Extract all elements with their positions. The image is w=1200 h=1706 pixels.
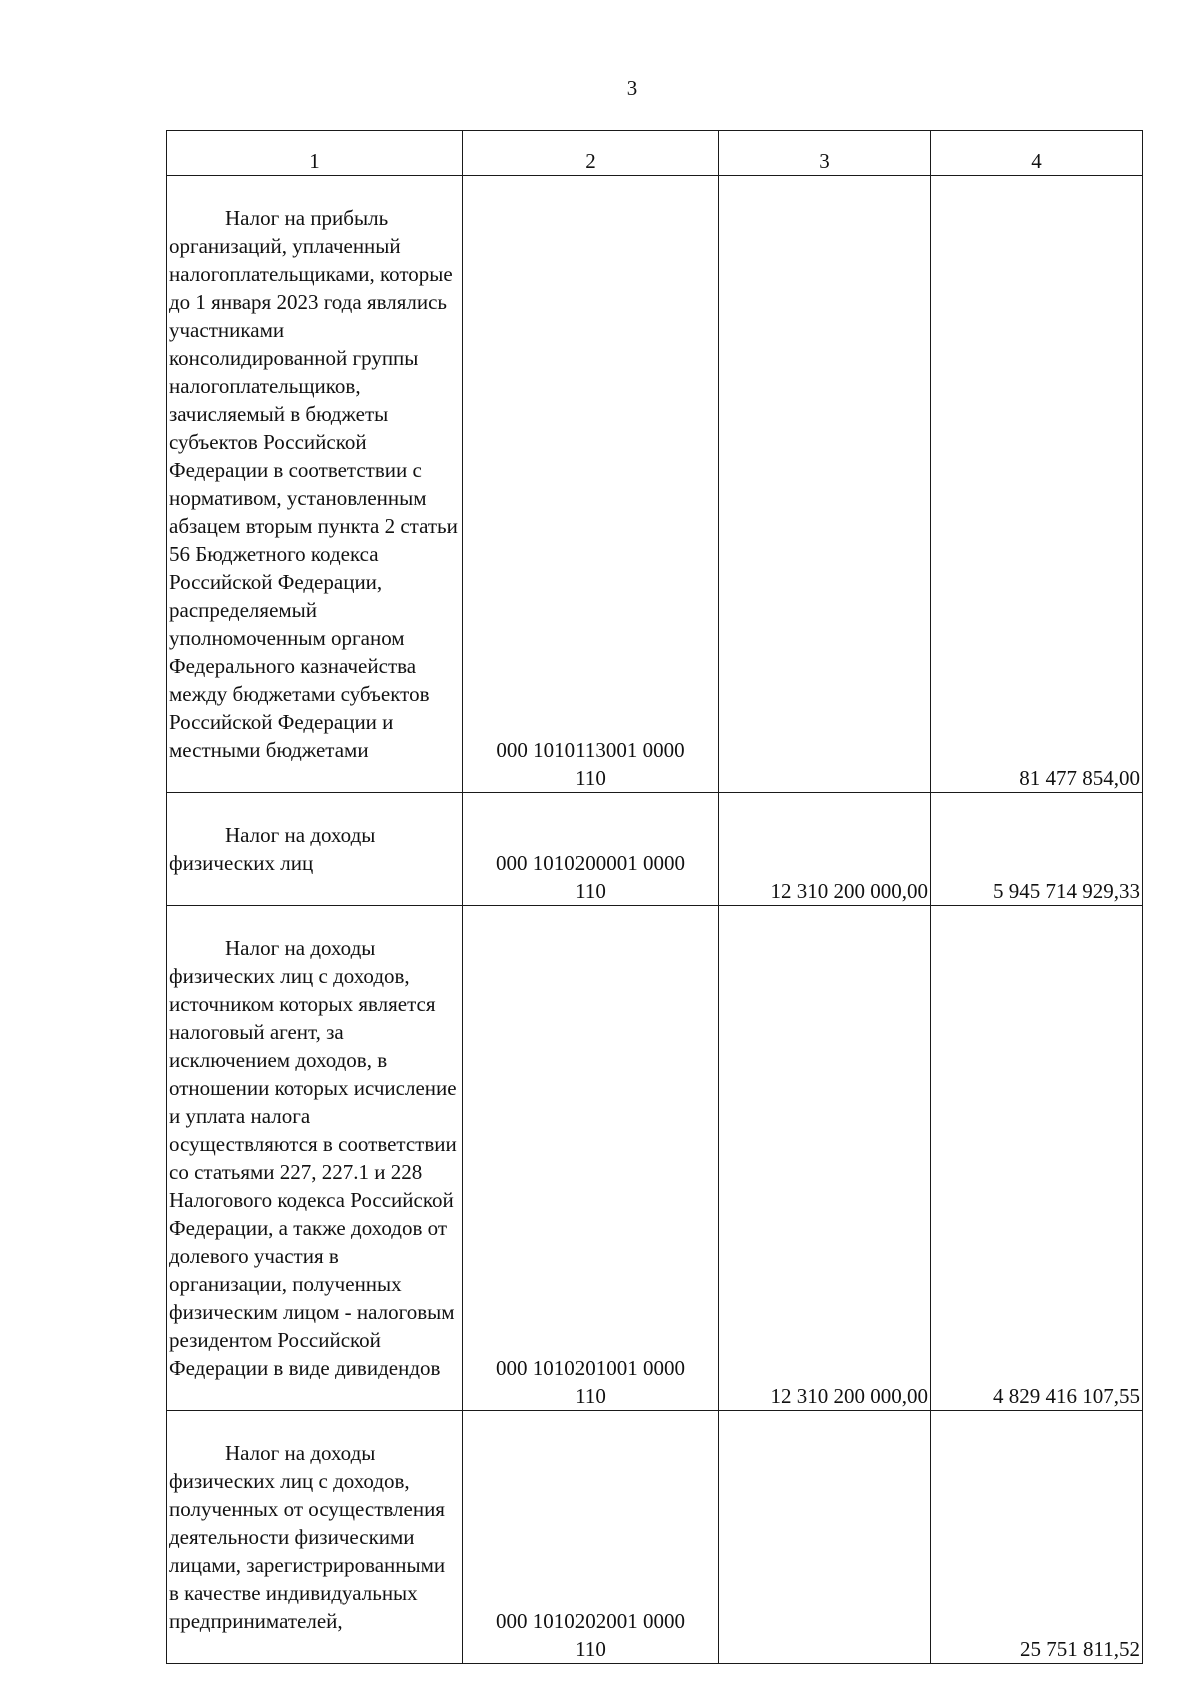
page-number: 3 (626, 76, 638, 100)
row-actual: 25 751 811,52 (931, 1411, 1143, 1664)
row-name-cell (167, 1411, 463, 1664)
column-header-2: 2 (463, 131, 719, 176)
row-actual: 4 829 416 107,55 (931, 906, 1143, 1411)
row-plan: 12 310 200 000,00 (719, 906, 931, 1411)
row-name-cell (167, 176, 463, 793)
row-code: 000 1010200001 0000 110 (463, 793, 719, 906)
row-plan: 12 310 200 000,00 (719, 793, 931, 906)
row-code: 000 1010202001 0000 110 (463, 1411, 719, 1664)
row-name: Налог на доходы физических лиц (169, 823, 376, 875)
column-header-1: 1 (167, 131, 463, 176)
row-plan (719, 1411, 931, 1664)
table-row (167, 906, 1143, 1411)
row-name-cell (167, 906, 463, 1411)
row-name: Налог на доходы физических лиц с доходов, источником которых является налоговый агент, за исключением доходов, в отношении которых исчисление и уплата налога осуществляются в соответствии со статьями 227, 227.1 и 228 Налогового кодекса Российской Федерации, а также доходов от долевого участия в организации, полученных физическим лицом - налоговым резидентом Российской Федерации в виде дивидендов (169, 936, 457, 1380)
row-code: 000 1010113001 0000 110 (463, 176, 719, 793)
row-plan (719, 176, 931, 793)
column-header-3: 3 (719, 131, 931, 176)
table-header-row (167, 131, 1143, 176)
table-row (167, 176, 1143, 793)
revenue-table (166, 130, 1143, 1664)
row-name: Налог на доходы физических лиц с доходов, полученных от осуществления деятельности физическими лицами, зарегистрированными в качестве индивидуальных предпринимателей, (169, 1441, 446, 1633)
column-header-4: 4 (931, 131, 1143, 176)
row-name: Налог на прибыль организаций, уплаченный налогоплательщиками, которые до 1 января 2023 года являлись участниками консолидированной группы налогоплательщиков, зачисляемый в бюджеты субъектов Российской Федерации в соответствии с нормативом, установленным абзацем вторым пункта 2 статьи 56 Бюджетного кодекса Российской Федерации, распределяемый уполномоченным органом Федерального казначейства между бюджетами субъектов Российской Федерации и местными бюджетами (169, 206, 458, 762)
table-row (167, 1411, 1143, 1664)
row-actual: 5 945 714 929,33 (931, 793, 1143, 906)
row-name-cell (167, 793, 463, 906)
table-row (167, 793, 1143, 906)
row-code: 000 1010201001 0000 110 (463, 906, 719, 1411)
row-actual: 81 477 854,00 (931, 176, 1143, 793)
